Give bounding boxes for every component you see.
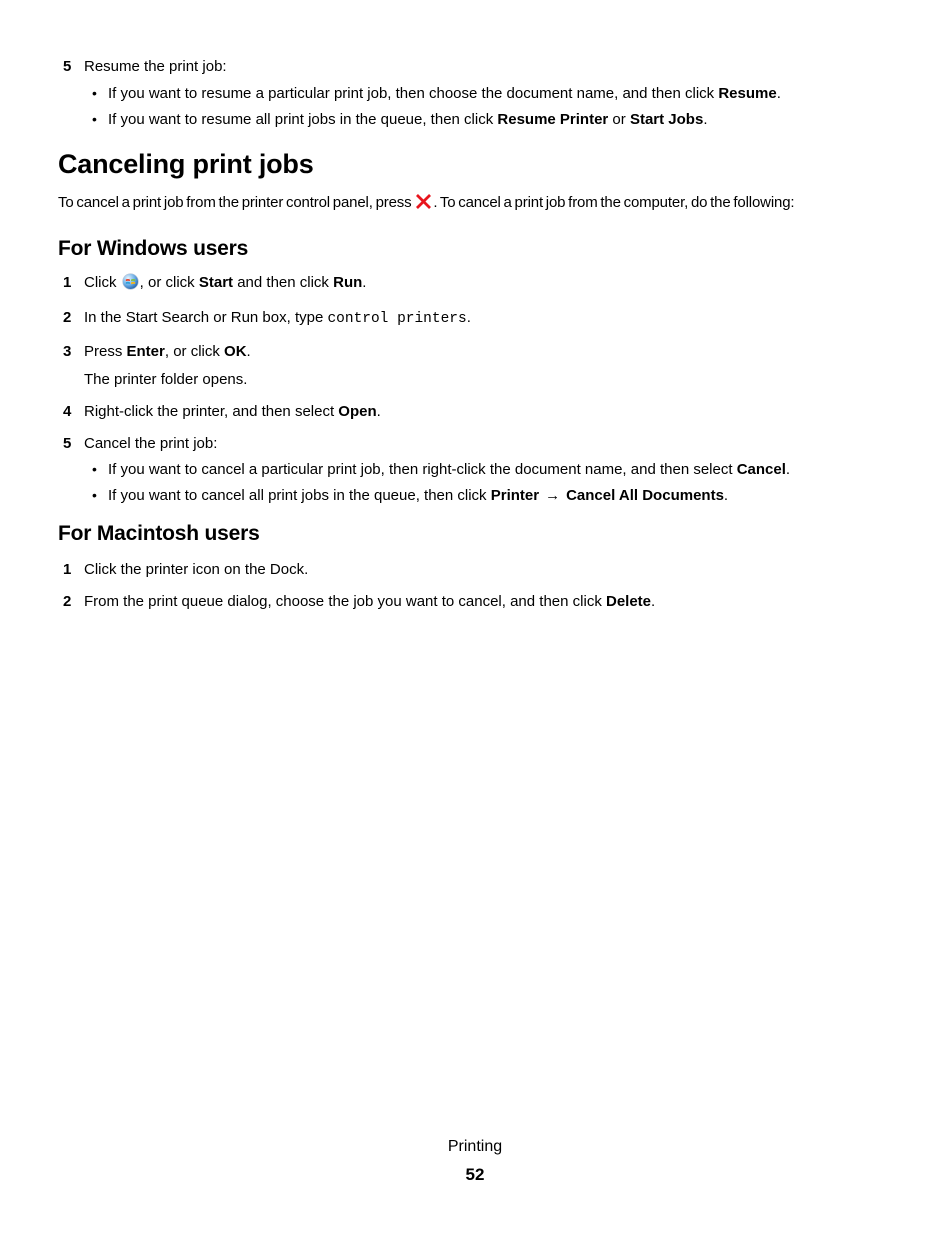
- bullet-text-mid: or: [608, 111, 630, 128]
- run-label: Run: [333, 274, 363, 291]
- resume-step-5: [58, 57, 892, 76]
- step-number: 1: [63, 274, 72, 291]
- bullet-text-pre: If you want to cancel all print jobs in the queue, then click: [108, 487, 491, 504]
- step-text-post: .: [376, 403, 381, 420]
- bullet-text: [108, 486, 892, 505]
- step-text-post: .: [362, 274, 367, 291]
- start-jobs-label: Start Jobs: [629, 111, 704, 128]
- step-number: 5: [63, 58, 72, 75]
- step-text: [84, 308, 892, 329]
- resume-button-label: Resume: [718, 85, 777, 102]
- step-number: 2: [63, 593, 72, 610]
- bullet-icon: •: [92, 85, 97, 101]
- bullet-text-pre: If you want to resume a particular print job, then choose the document name, and then click: [108, 85, 719, 102]
- resume-bullet-2: [58, 110, 892, 129]
- windows-step-5: [58, 434, 892, 453]
- step-text-post: .: [651, 593, 656, 610]
- step-text-pre: In the Start Search or Run box, type: [84, 309, 328, 326]
- bullet-icon: •: [92, 461, 97, 477]
- step-number: 3: [63, 343, 72, 360]
- windows-start-orb-icon: [122, 277, 139, 294]
- windows-step-3-result: The printer folder opens.: [84, 371, 248, 388]
- cancel-all-documents-label: Cancel All Documents: [566, 487, 724, 504]
- windows-step-4: [58, 402, 892, 421]
- printer-menu-label: Printer: [490, 487, 540, 504]
- bullet-text-post: .: [723, 487, 729, 504]
- windows-step-3: [58, 342, 892, 361]
- resume-printer-label: Resume Printer: [497, 111, 609, 128]
- step-text: [84, 273, 892, 295]
- cancel-label: Cancel: [736, 461, 786, 478]
- step-text: Click the printer icon on the Dock.: [84, 561, 309, 578]
- step-text: Resume the print job:: [84, 58, 227, 75]
- step-text: Cancel the print job:: [84, 435, 218, 452]
- bullet-text: [108, 84, 892, 103]
- step-text-pre: Click: [84, 274, 121, 291]
- enter-key-label: Enter: [126, 343, 165, 360]
- step-text-mid: , or click: [164, 343, 225, 360]
- intro-post: . To cancel a print job from the computer, do the following:: [433, 194, 795, 211]
- step-text-mid: , or click: [139, 274, 199, 291]
- mac-step-1: [58, 560, 892, 579]
- step-text-pre: Right-click the printer, and then select: [84, 403, 339, 420]
- step-text-pre: Press: [84, 343, 127, 360]
- subsection-title-macintosh: For Macintosh users: [58, 522, 260, 545]
- open-label: Open: [338, 403, 377, 420]
- step-text-mid2: and then click: [233, 274, 334, 291]
- intro-pre: To cancel a print job from the printer control panel, press: [58, 194, 415, 211]
- bullet-text-post: .: [703, 111, 708, 128]
- step-text-post: .: [466, 309, 471, 326]
- section-title-canceling-print-jobs: Canceling print jobs: [58, 149, 314, 179]
- windows-cancel-bullet-2: [58, 486, 892, 505]
- bullet-icon: •: [92, 111, 97, 127]
- mac-step-2: [58, 592, 892, 611]
- resume-bullet-1: [58, 84, 892, 103]
- step-number: 2: [63, 309, 72, 326]
- cancel-intro-paragraph: [58, 193, 892, 214]
- start-label: Start: [198, 274, 234, 291]
- step-text-post: .: [246, 343, 251, 360]
- delete-button-label: Delete: [605, 593, 652, 610]
- step-number: 1: [63, 561, 72, 578]
- step-number: 5: [63, 435, 72, 452]
- page-content: [0, 0, 950, 611]
- bullet-text-pre: If you want to cancel a particular print job, then right-click the document name, and then select: [108, 461, 737, 478]
- step-text: [84, 342, 892, 361]
- bullet-icon: •: [92, 487, 97, 503]
- step-text: [84, 402, 892, 421]
- bullet-text: [108, 460, 892, 479]
- ok-button-label: OK: [224, 343, 247, 360]
- step-text-pre: From the print queue dialog, choose the job you want to cancel, and then click: [84, 593, 606, 610]
- step-text: [84, 592, 892, 611]
- windows-step-2: [58, 308, 892, 329]
- step-number: 4: [63, 403, 72, 420]
- arrow-right-icon: →: [545, 487, 561, 504]
- footer-section-name: Printing: [447, 1138, 503, 1155]
- bullet-text-pre: If you want to resume all print jobs in the queue, then click: [108, 111, 498, 128]
- bullet-text-post: .: [776, 85, 781, 102]
- windows-step-1: [58, 273, 892, 295]
- bullet-text: [108, 110, 892, 129]
- cancel-x-icon: [416, 196, 431, 213]
- windows-cancel-bullet-1: [58, 460, 892, 479]
- page-footer: [0, 1137, 950, 1186]
- bullet-text-post: .: [785, 461, 791, 478]
- command-text: control printers: [327, 311, 467, 327]
- footer-page-number: 52: [465, 1165, 485, 1184]
- subsection-title-windows: For Windows users: [58, 237, 249, 260]
